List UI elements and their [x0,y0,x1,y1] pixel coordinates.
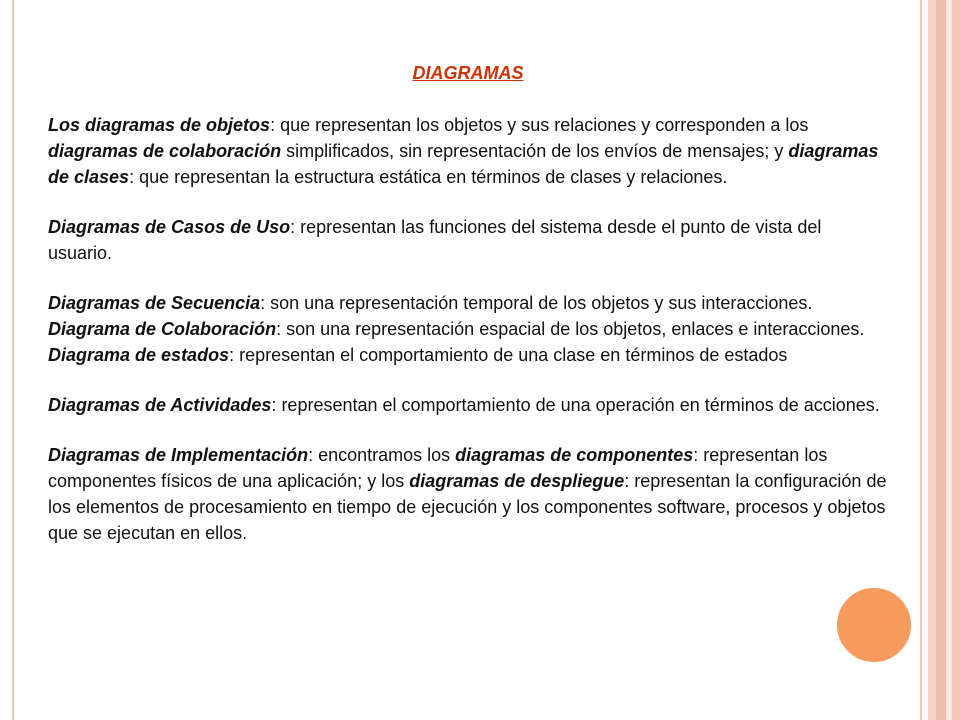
paragraph-list [48,112,888,546]
body-text: : representan el comportamiento de una operación en términos de acciones. [271,395,880,415]
paragraph [48,214,888,266]
term-text: Diagramas de Casos de Uso [48,217,291,237]
term-text: Diagrama de Colaboración [48,319,277,339]
decorative-stripe [936,0,946,720]
paragraph [48,290,888,368]
term-text: diagramas de colaboración [48,141,282,161]
term-text: Diagramas de Implementación [48,445,309,465]
body-text: : son una representación temporal de los objetos y sus interacciones. [260,293,813,313]
paragraph [48,392,888,418]
term-text: diagramas de clases [48,141,879,187]
body-text: : que representan los objetos y sus relaciones y corresponden a los [270,115,809,135]
term-text: diagramas de despliegue [409,471,625,491]
decorative-stripe [952,0,960,720]
term-text: Diagrama de estados [48,345,230,365]
body-text: simplificados, sin representación de los envíos de mensajes; y [281,141,789,161]
body-text: : representan los componentes físicos de una aplicación; y los [48,445,828,491]
decorative-circle [834,585,914,665]
term-text: Diagramas de Secuencia [48,293,261,313]
slide-content [48,60,888,570]
body-text: : que representan la estructura estática en términos de clases y relaciones. [129,167,728,187]
paragraph [48,442,888,546]
paragraph [48,112,888,190]
slide-title: DIAGRAMAS [412,63,524,83]
body-text: : representan la configuración de los elementos de procesamiento en tiempo de ejecución y los componentes software, procesos y objetos que se ejecutan en ellos. [48,471,887,543]
term-text: diagramas de componentes [455,445,694,465]
body-text: : representan las funciones del sistema desde el punto de vista del usuario. [48,217,822,263]
body-text: : encontramos los [308,445,456,465]
term-text: Los diagramas de objetos [48,115,271,135]
body-text: : representan el comportamiento de una clase en términos de estados [229,345,788,365]
body-text: : son una representación espacial de los objetos, enlaces e interacciones. [276,319,865,339]
term-text: Diagramas de Actividades [48,395,272,415]
decorative-stripe [928,0,936,720]
